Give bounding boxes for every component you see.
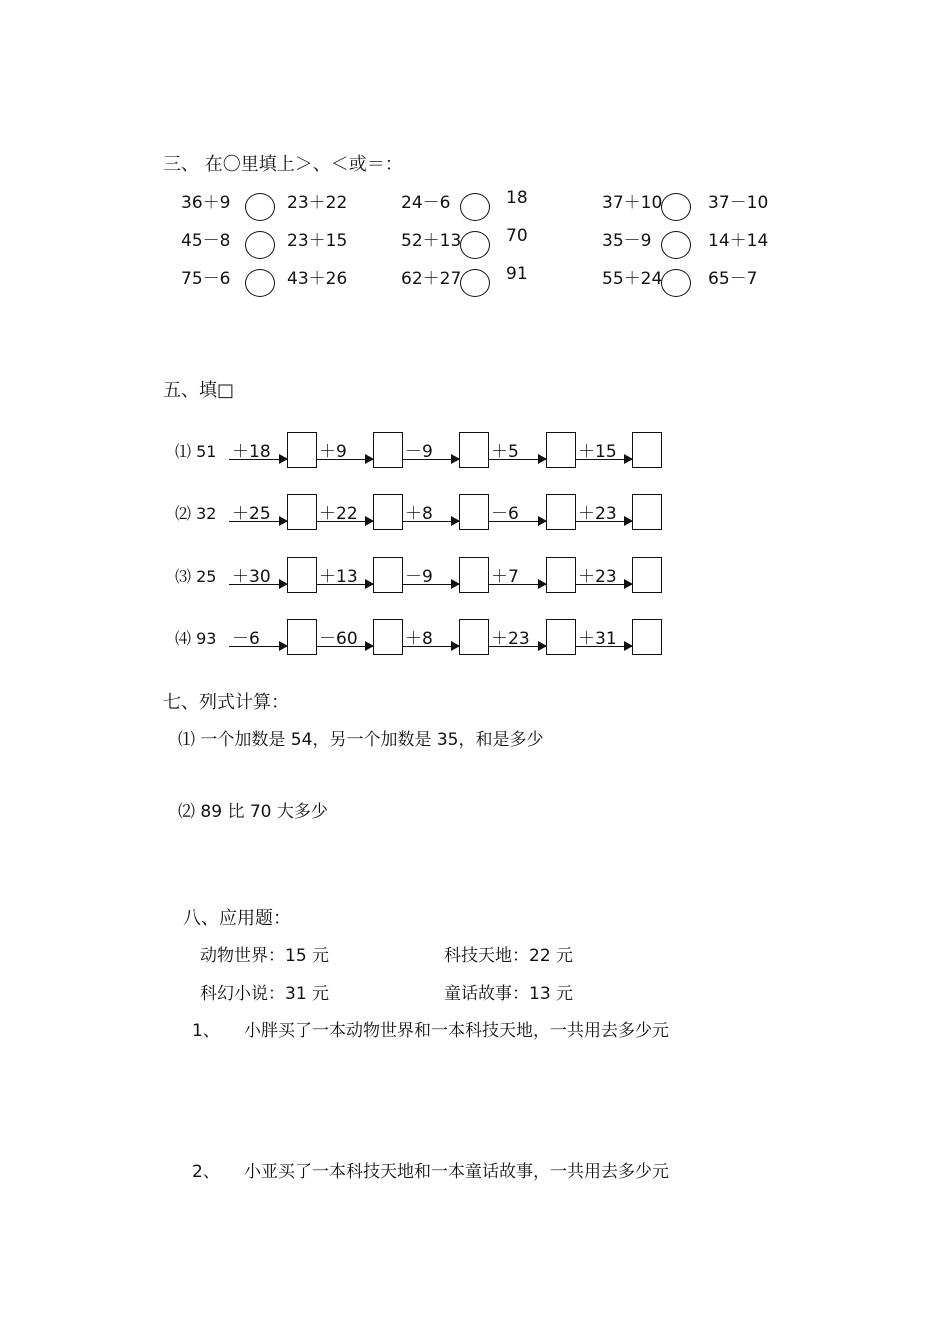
compare-answer-circle[interactable] [245, 193, 275, 221]
section7-question-1: ⑴ 一个加数是 54，另一个加数是 35，和是多少 [178, 730, 544, 750]
price-sci-fi-novel: 科幻小说：31 元 [200, 984, 330, 1004]
chain-answer-box[interactable] [459, 619, 489, 655]
chain-operation-label: ＋8 [405, 629, 433, 649]
compare-right-expression: 23＋22 [287, 193, 348, 213]
chain-operation-label: ＋9 [319, 442, 347, 462]
chain-operation-label: ＋23 [578, 504, 617, 524]
chain-answer-box[interactable] [459, 432, 489, 468]
chain-answer-box[interactable] [373, 494, 403, 530]
chain-answer-box[interactable] [287, 619, 317, 655]
chain-answer-box[interactable] [632, 619, 662, 655]
compare-left-expression: 37＋10 [602, 193, 663, 213]
chain-operation-label: －6 [491, 504, 519, 524]
chain-answer-box[interactable] [632, 494, 662, 530]
chain-start-label: ⑴ 51 [175, 442, 217, 461]
compare-left-expression: 35－9 [602, 231, 652, 251]
chain-operation-label: ＋15 [578, 442, 617, 462]
chain-operation-label: ＋18 [232, 442, 271, 462]
chain-start-label: ⑷ 93 [175, 629, 217, 648]
compare-right-expression: 43＋26 [287, 269, 348, 289]
compare-answer-circle[interactable] [460, 231, 490, 259]
section5-heading: 五、填□ [163, 380, 235, 401]
chain-answer-box[interactable] [632, 432, 662, 468]
chain-operation-label: ＋5 [491, 442, 519, 462]
compare-left-expression: 55＋24 [602, 269, 663, 289]
compare-right-expression: 65－7 [708, 269, 758, 289]
compare-answer-circle[interactable] [245, 231, 275, 259]
chain-operation-label: －6 [232, 629, 260, 649]
chain-answer-box[interactable] [459, 557, 489, 593]
chain-answer-box[interactable] [287, 494, 317, 530]
compare-right-expression: 37－10 [708, 193, 769, 213]
compare-left-expression: 52＋13 [401, 231, 462, 251]
chain-operation-label: ＋30 [232, 567, 271, 587]
chain-operation-label: ＋22 [319, 504, 358, 524]
chain-answer-box[interactable] [373, 557, 403, 593]
chain-answer-box[interactable] [373, 432, 403, 468]
price-fairy-tale: 童话故事：13 元 [444, 984, 574, 1004]
compare-right-expression: 18 [506, 188, 528, 208]
compare-answer-circle[interactable] [245, 269, 275, 297]
chain-answer-box[interactable] [287, 432, 317, 468]
compare-answer-circle[interactable] [661, 231, 691, 259]
chain-operation-label: －60 [319, 629, 358, 649]
section7-heading: 七、列式计算： [163, 692, 289, 713]
section8-question-1-text: 小胖买了一本动物世界和一本科技天地，一共用去多少元 [244, 1021, 669, 1041]
compare-left-expression: 45－8 [181, 231, 231, 251]
compare-right-expression: 14＋14 [708, 231, 769, 251]
chain-start-label: ⑵ 32 [175, 504, 217, 523]
compare-answer-circle[interactable] [661, 269, 691, 297]
chain-operation-label: ＋13 [319, 567, 358, 587]
compare-right-expression: 23＋15 [287, 231, 348, 251]
compare-left-expression: 75－6 [181, 269, 231, 289]
chain-answer-box[interactable] [546, 557, 576, 593]
section3-heading: 三、 在〇里填上＞、＜或＝： [163, 154, 403, 175]
chain-start-label: ⑶ 25 [175, 567, 217, 586]
chain-answer-box[interactable] [287, 557, 317, 593]
section8-question-1-number: 1、 [192, 1021, 220, 1041]
section8-question-2-text: 小亚买了一本科技天地和一本童话故事，一共用去多少元 [244, 1162, 669, 1182]
chain-operation-label: ＋25 [232, 504, 271, 524]
chain-answer-box[interactable] [632, 557, 662, 593]
section8-question-2-number: 2、 [192, 1162, 220, 1182]
chain-answer-box[interactable] [373, 619, 403, 655]
chain-operation-label: －9 [405, 567, 433, 587]
compare-left-expression: 62＋27 [401, 269, 462, 289]
compare-left-expression: 36＋9 [181, 193, 231, 213]
chain-operation-label: ＋23 [491, 629, 530, 649]
compare-answer-circle[interactable] [460, 193, 490, 221]
compare-right-expression: 70 [506, 226, 528, 246]
chain-answer-box[interactable] [546, 619, 576, 655]
section7-question-2: ⑵ 89 比 70 大多少 [178, 802, 328, 822]
compare-answer-circle[interactable] [661, 193, 691, 221]
compare-right-expression: 91 [506, 264, 528, 284]
chain-operation-label: ＋8 [405, 504, 433, 524]
chain-answer-box[interactable] [546, 432, 576, 468]
chain-operation-label: ＋31 [578, 629, 617, 649]
chain-answer-box[interactable] [546, 494, 576, 530]
price-animal-world: 动物世界：15 元 [200, 946, 330, 966]
chain-operation-label: ＋7 [491, 567, 519, 587]
chain-answer-box[interactable] [459, 494, 489, 530]
section8-heading: 八、应用题： [183, 908, 291, 929]
compare-answer-circle[interactable] [460, 269, 490, 297]
compare-left-expression: 24－6 [401, 193, 451, 213]
chain-operation-label: －9 [405, 442, 433, 462]
price-science-world: 科技天地：22 元 [444, 946, 574, 966]
chain-operation-label: ＋23 [578, 567, 617, 587]
